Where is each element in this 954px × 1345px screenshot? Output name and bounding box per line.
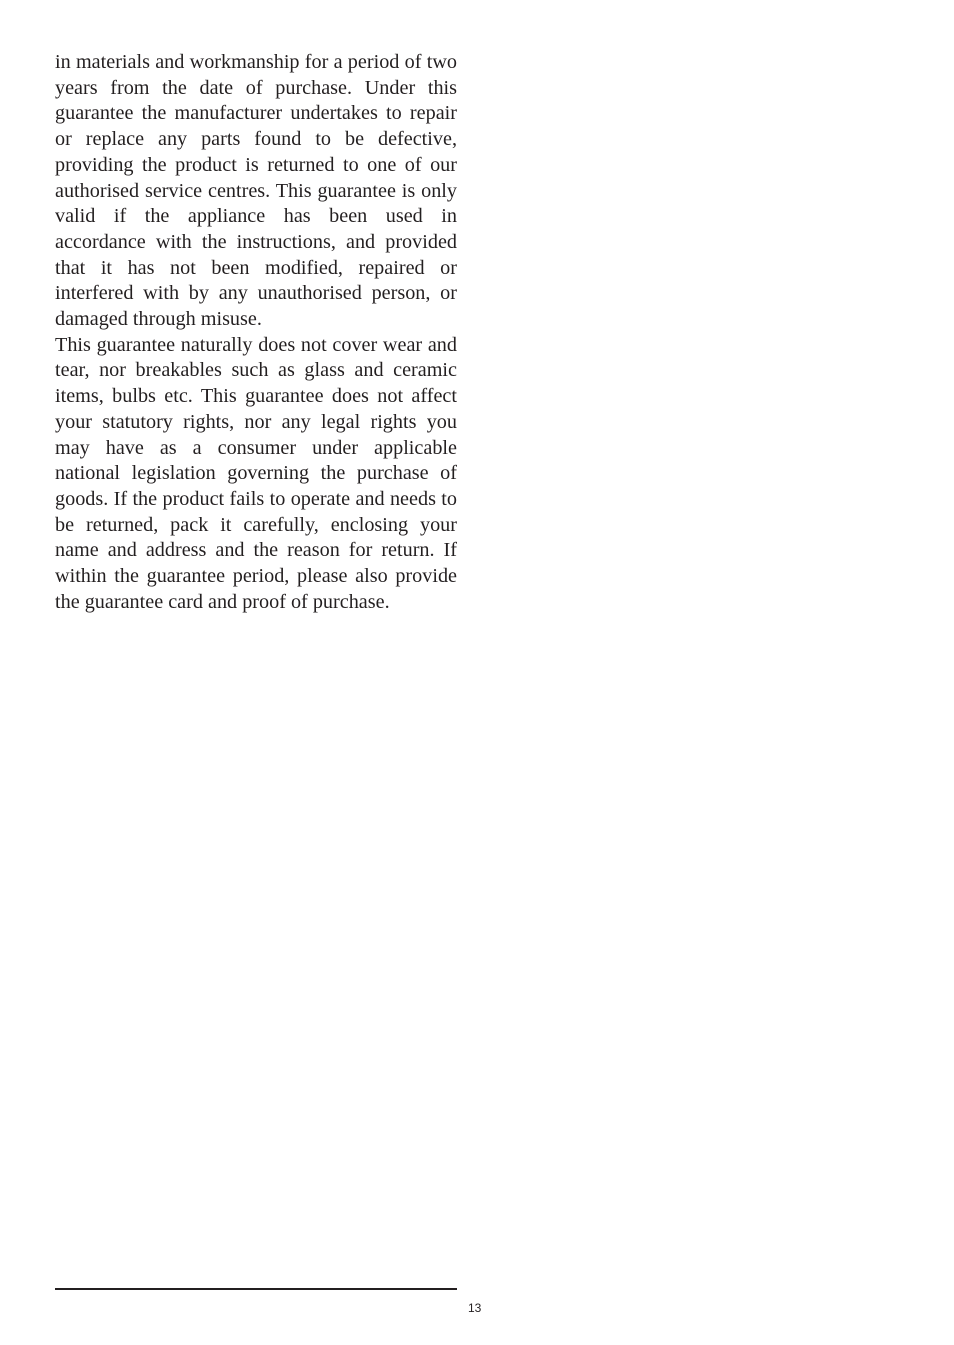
guarantee-paragraph-2: This guarantee naturally does not cover wear and tear, nor breakables such as glass and ceramic items, bulbs etc. This guarantee does not affect your statutory rights, nor any legal rights you may have as a consumer under applicable national legislation governing the purchase of goods. If the product fails to operate and needs to be returned, pack it carefully, enclosing your name and address and the reason for return. If within the guarantee period, please also provide the guarantee card and proof of purchase. <box>55 333 457 613</box>
guarantee-paragraph-1: in materials and workmanship for a period of two years from the date of purchase. Under this guarantee the manufacturer undertakes to repair or replace any parts found to be defective, providing the product is returned to one of our authorised service centres. This guarantee is only valid if the appliance has been used in accordance with the instructions, and provided that it has not been modified, repaired or interfered with by any unauthorised person, or damaged through misuse. <box>55 51 457 331</box>
body-text-column <box>55 50 457 615</box>
footer-divider <box>55 1288 457 1290</box>
page-number: 13 <box>468 1301 482 1315</box>
